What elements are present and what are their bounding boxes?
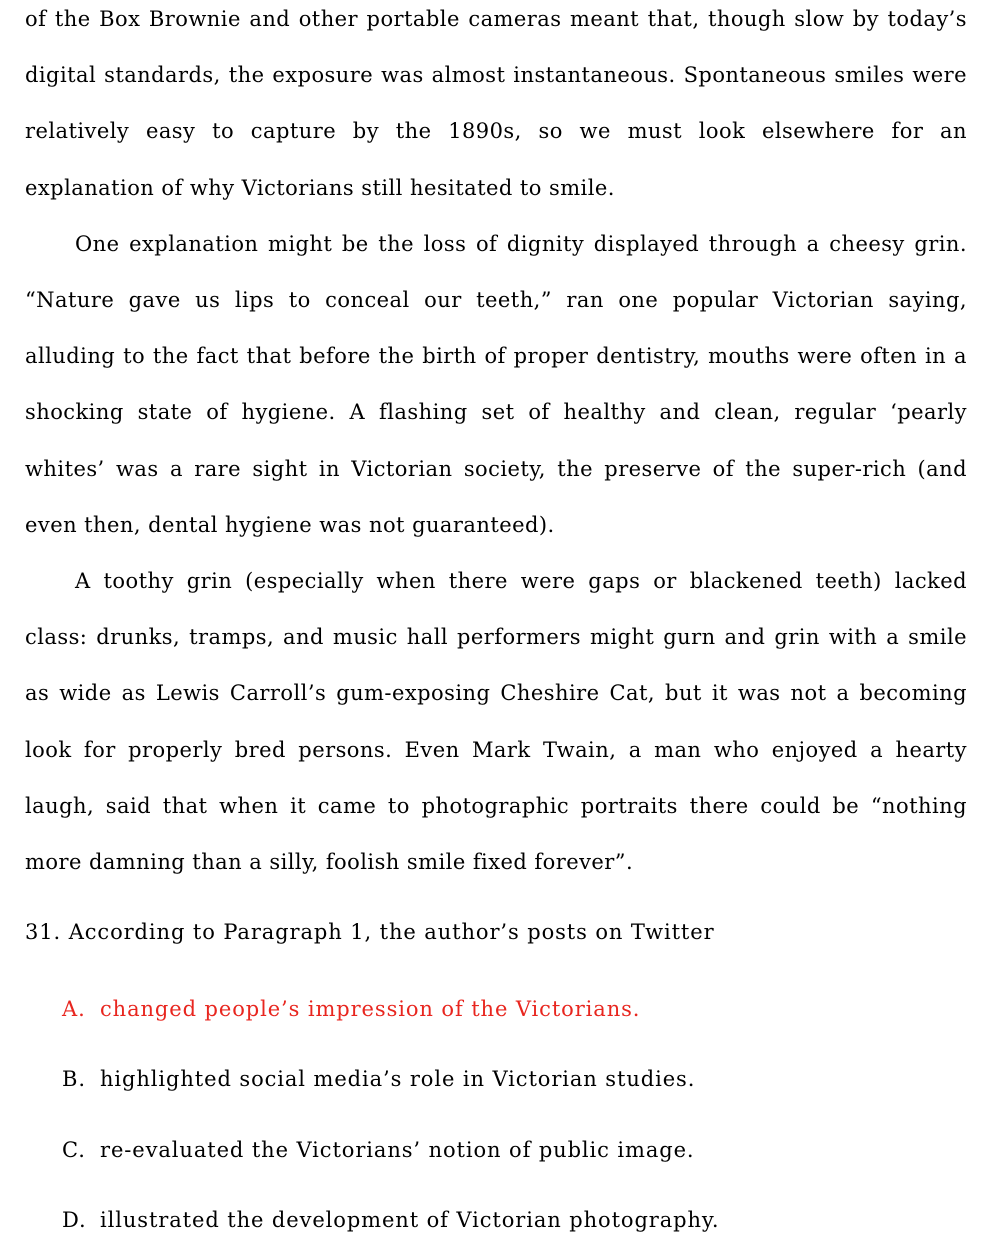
- option-text: changed people’s impression of the Victorians.: [100, 997, 641, 1021]
- option-text: re-evaluated the Victorians’ notion of public image.: [100, 1137, 695, 1162]
- option-d[interactable]: [62, 1185, 967, 1255]
- option-text: illustrated the development of Victorian photography.: [100, 1207, 720, 1232]
- question-31: [25, 904, 967, 1255]
- paragraph-3: [25, 553, 967, 890]
- option-c[interactable]: [62, 1115, 967, 1185]
- paragraph-text: A toothy grin (especially when there were gaps or blackened teeth) lacked class: drunks, tramps, and music hall performers might gurn and grin with a smile as wide as Lewis Carroll’s gum-exposing Cheshire Cat, but it was not a becoming look for properly bred persons. Even Mark Twain, a man who enjoyed a hearty laugh, said that when it came to photographic portraits there could be “nothing more damning than a silly, foolish smile fixed forever”.: [25, 569, 967, 875]
- option-a[interactable]: [62, 974, 967, 1044]
- question-number: 31.: [25, 920, 62, 944]
- answer-options: [62, 974, 967, 1255]
- question-text: According to Paragraph 1, the author’s posts on Twitter: [68, 920, 715, 944]
- paragraph-text: One explanation might be the loss of dignity displayed through a cheesy grin. “Nature gave us lips to conceal our teeth,” ran one popular Victorian saying, alluding to the fact that before the birth of proper dentistry, mouths were often in a shocking state of hygiene. A flashing set of healthy and clean, regular ‘pearly whites’ was a rare sight in Victorian society, the preserve of the super-rich (and even then, dental hygiene was not guaranteed).: [25, 231, 967, 537]
- option-letter: D.: [62, 1207, 87, 1232]
- question-stem: [25, 904, 967, 960]
- option-letter: B.: [62, 1067, 86, 1092]
- option-text: highlighted social media’s role in Victorian studies.: [100, 1067, 696, 1092]
- passage: [25, 0, 967, 890]
- option-letter: C.: [62, 1137, 86, 1162]
- paragraph-text: of the Box Brownie and other portable cameras meant that, though slow by today’s digital standards, the exposure was almost instantaneous. Spontaneous smiles were relatively easy to capture by the 1890s, so we must look elsewhere for an explanation of why Victorians still hesitated to smile.: [25, 7, 967, 200]
- paragraph-1: [25, 0, 967, 216]
- option-letter: A.: [62, 997, 86, 1021]
- option-b[interactable]: [62, 1044, 967, 1114]
- paragraph-2: [25, 216, 967, 553]
